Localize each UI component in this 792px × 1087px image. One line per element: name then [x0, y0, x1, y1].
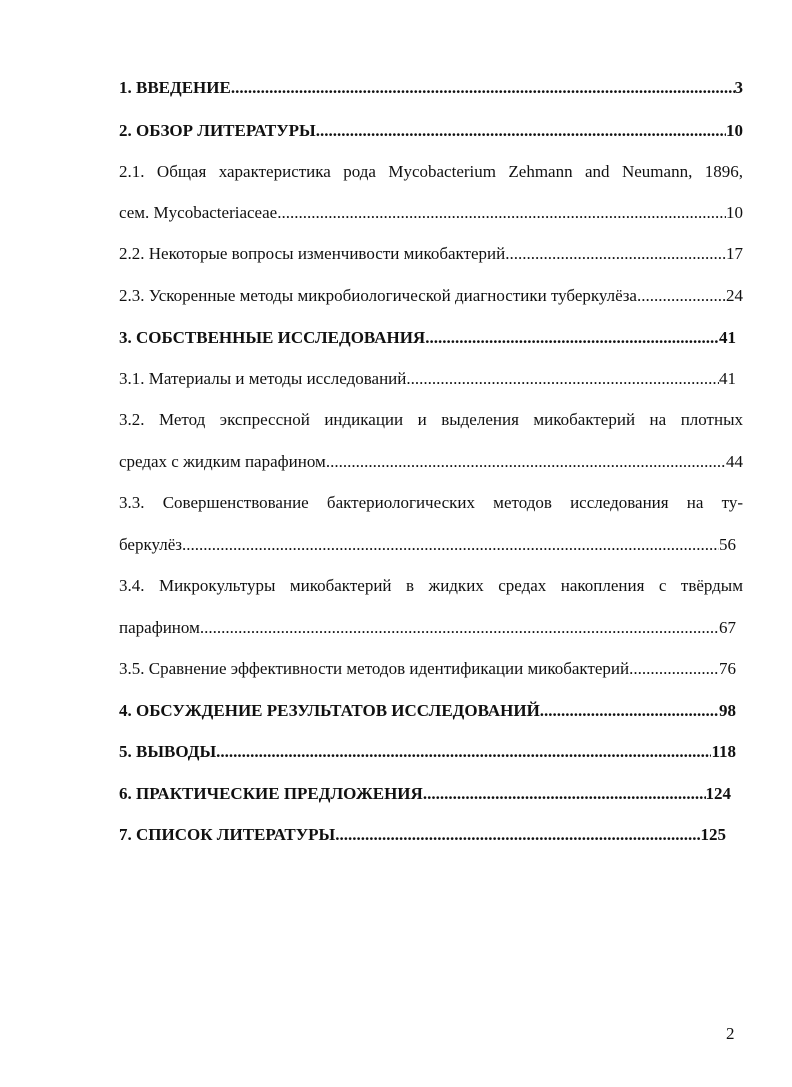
dot-leader — [629, 658, 719, 680]
toc-entry-3-3-line1[interactable]: 3.3. Совершенствование бактериологических методов исследования на ту- — [119, 493, 743, 512]
dot-leader — [277, 202, 726, 224]
dot-leader — [423, 783, 706, 805]
toc-entry-label: сем. Mycobacteriaceae — [119, 203, 278, 222]
toc-entry-2-2[interactable] — [119, 243, 743, 265]
toc-entry-page: 118 — [711, 742, 736, 761]
toc-entry-3-5[interactable] — [119, 658, 736, 680]
toc-entry-discussion[interactable] — [119, 700, 736, 722]
dot-leader — [425, 327, 719, 349]
toc-entry-label: 2.2. Некоторые вопросы изменчивости микобактерий — [119, 244, 506, 263]
toc-entry-label: 2. ОБЗОР ЛИТЕРАТУРЫ — [119, 121, 316, 140]
toc-entry-references[interactable] — [119, 824, 726, 846]
dot-leader — [316, 120, 726, 142]
toc-entry-label: беркулёз — [119, 535, 182, 554]
page-number: 2 — [726, 1024, 735, 1043]
toc-entry-conclusions[interactable] — [119, 741, 736, 763]
toc-entry-page: 10 — [726, 121, 743, 140]
toc-entry-label: 4. ОБСУЖДЕНИЕ РЕЗУЛЬТАТОВ ИССЛЕДОВАНИЙ — [119, 701, 540, 720]
toc-entry-3-1[interactable] — [119, 368, 736, 390]
dot-leader — [406, 368, 719, 390]
toc-entry-page: 41 — [719, 328, 736, 347]
toc-entry-3-2[interactable] — [119, 451, 743, 473]
toc-entry-page: 24 — [726, 286, 743, 305]
toc-entry-label: 3.1. Материалы и методы исследований — [119, 369, 407, 388]
toc-entry-label: 1. ВВЕДЕНИЕ — [119, 78, 231, 97]
toc-entry-2-3[interactable] — [119, 285, 743, 307]
toc-entry-label: 2.3. Ускоренные методы микробиологической диагностики туберкулёза — [119, 286, 637, 305]
dot-leader — [182, 534, 719, 556]
dot-leader — [326, 451, 726, 473]
toc-entry-label: 6. ПРАКТИЧЕСКИЕ ПРЕДЛОЖЕНИЯ — [119, 784, 423, 803]
dot-leader — [200, 617, 719, 639]
toc-entry-label: 7. СПИСОК ЛИТЕРАТУРЫ — [119, 825, 336, 844]
toc-entry-label: средах с жидким парафином — [119, 452, 326, 471]
dot-leader — [540, 700, 719, 722]
toc-entry-page: 17 — [726, 244, 743, 263]
toc-entry-page: 67 — [719, 618, 736, 637]
toc-entry-2-1[interactable] — [119, 202, 743, 224]
dot-leader — [335, 824, 700, 846]
dot-leader — [231, 77, 735, 99]
toc-entry-page: 56 — [719, 535, 736, 554]
dot-leader — [216, 741, 711, 763]
toc-entry-3-4[interactable] — [119, 617, 736, 639]
dot-leader — [505, 243, 726, 265]
toc-entry-page: 124 — [705, 784, 731, 803]
toc-entry-3-4-line1[interactable]: 3.4. Микрокультуры микобактерий в жидких средах накопления с твёрдым — [119, 576, 743, 595]
toc-entry-literature-review[interactable] — [119, 120, 743, 142]
toc-entry-label: 3. СОБСТВЕННЫЕ ИССЛЕДОВАНИЯ — [119, 328, 426, 347]
toc-entry-page: 41 — [719, 369, 736, 388]
toc-entry-own-research[interactable] — [119, 327, 736, 349]
dot-leader — [637, 285, 726, 307]
toc-entry-page: 3 — [734, 78, 743, 97]
toc-entry-page: 44 — [726, 452, 743, 471]
toc-entry-page: 10 — [726, 203, 743, 222]
toc-entry-label: 3.5. Сравнение эффективности методов идентификации микобактерий — [119, 659, 630, 678]
toc-entry-page: 125 — [700, 825, 726, 844]
toc-entry-3-2-line1[interactable]: 3.2. Метод экспрессной индикации и выделения микобактерий на плотных — [119, 410, 743, 429]
toc-entry-introduction[interactable] — [119, 77, 743, 99]
toc-entry-practical[interactable] — [119, 783, 731, 805]
toc-entry-3-3[interactable] — [119, 534, 736, 556]
toc-entry-page: 76 — [719, 659, 736, 678]
toc-entry-label: 5. ВЫВОДЫ — [119, 742, 217, 761]
toc-entry-label: парафином — [119, 618, 200, 637]
toc-entry-page: 98 — [719, 701, 736, 720]
toc-entry-2-1-line1[interactable]: 2.1. Общая характеристика рода Mycobacterium Zehmann and Neumann, 1896, — [119, 162, 743, 181]
